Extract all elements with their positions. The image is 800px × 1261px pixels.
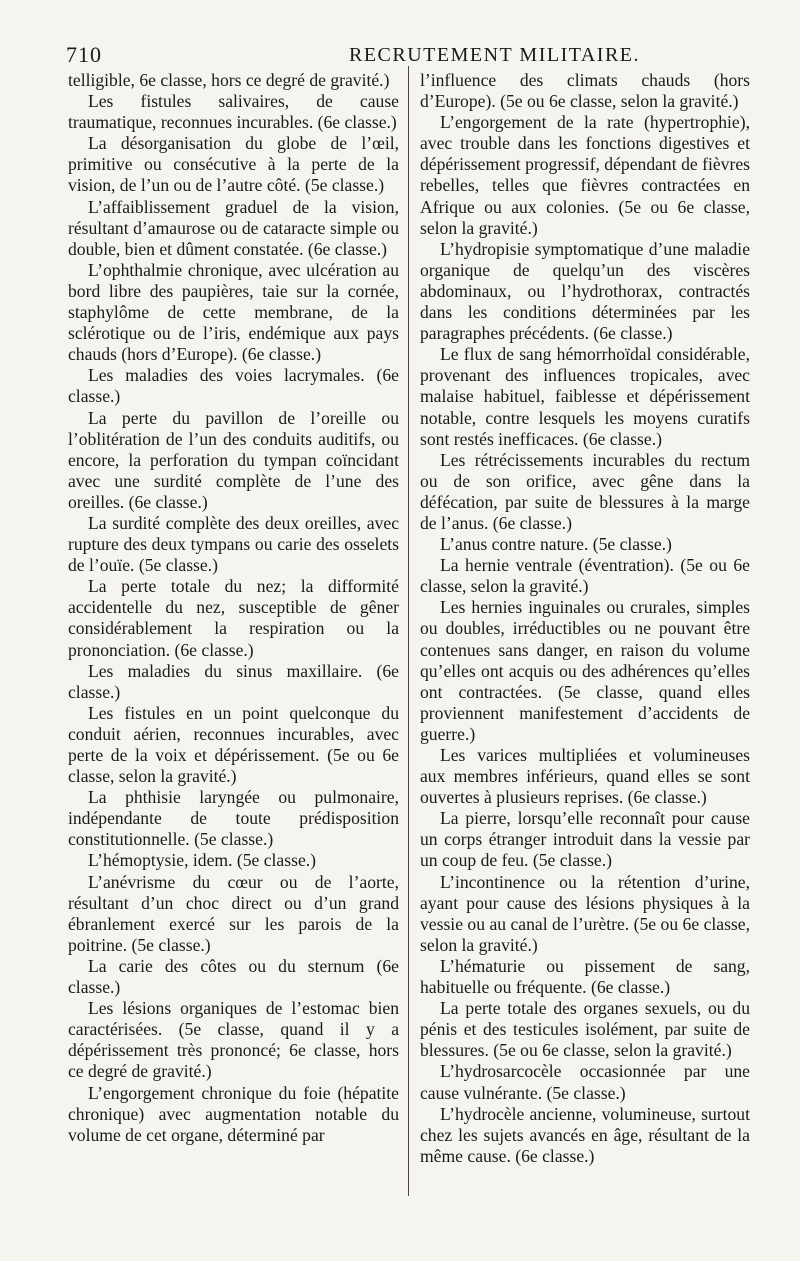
paragraph: La perte totale du nez; la difformité accidentelle du nez, susceptible de gêner considérablement la respiration ou la prononciation. (6e classe.) [68, 576, 399, 660]
paragraph: Les rétrécissements incurables du rectum ou de son orifice, avec gêne dans la défécation, par suite de blessures à la marge de l’anus. (6e classe.) [420, 449, 750, 533]
paragraph: La perte du pavillon de l’oreille ou l’oblitération de l’un des conduits auditifs, ou encore, la perforation du tympan coïncidant avec une surdité complète de l’une des oreilles. (6e classe.) [68, 407, 399, 512]
paragraph: telligible, 6e classe, hors ce degré de gravité.) [68, 70, 390, 90]
paragraph: L’engorgement de la rate (hypertrophie), avec trouble dans les fonctions digestives et dépérissement progressif, dépendant de fièvres rebelles, telles que fièvres contractées en Afrique ou aux colonies. (5e ou 6e classe, selon la gravité.) [420, 112, 750, 238]
paragraph: Les fistules salivaires, de cause traumatique, reconnues incurables. (6e classe.) [68, 91, 399, 133]
paragraph: L’hydrosarcocèle occasionnée par une cause vulnérante. (5e classe.) [420, 1061, 750, 1103]
paragraph: L’hydrocèle ancienne, volumineuse, surtout chez les sujets avancés en âge, résultant de la même cause. (6e classe.) [420, 1103, 750, 1166]
paragraph: La phthisie laryngée ou pulmonaire, indépendante de toute prédisposition constitutionnelle. (5e classe.) [68, 787, 399, 850]
paragraph: L’hémoptysie, idem. (5e classe.) [88, 850, 317, 871]
paragraph: L’hydropisie symptomatique d’une maladie organique de quelqu’un des viscères abdominaux, ou l’hydrothorax, contractés dans les conditions déterminées par les paragraphes précédents. (6e classe.) [420, 238, 750, 344]
right-column [420, 70, 750, 1167]
paragraph: Les hernies inguinales ou crurales, simples ou doubles, irréductibles ou ne pouvant être contenues sans danger, en raison du volume qu’elles ont acquis ou des adhérences qu’elles ont contractées. (5e classe, quand elles proviennent manifestement d’accidents de guerre.) [420, 597, 750, 744]
paragraph: Les lésions organiques de l’estomac bien caractérisées. (5e classe, quand il y a dépérissement très prononcé; 6e classe, hors ce degré de gravité.) [68, 998, 399, 1082]
paragraph: L’hématurie ou pissement de sang, habituelle ou fréquente. (6e classe.) [420, 955, 750, 998]
page-header [66, 42, 746, 72]
running-title: RECRUTEMENT MILITAIRE. [349, 44, 641, 66]
paragraph: Les maladies du sinus maxillaire. (6e classe.) [68, 660, 399, 702]
column-divider [408, 66, 409, 1196]
paragraph: L’anus contre nature. (5e classe.) [440, 534, 672, 555]
page-number: 710 [66, 42, 102, 67]
paragraph: Les maladies des voies lacrymales. (6e classe.) [68, 365, 399, 407]
paragraph: l’influence des climats chauds (hors d’Europe). (5e ou 6e classe, selon la gravité.) [420, 70, 750, 112]
paragraph: Le flux de sang hémorrhoïdal considérable, provenant des influences tropicales, avec malaise habituel, faiblesse et dépérissement notable, contre lesquels les moyens curatifs sont restés inefficaces. (6e classe.) [420, 344, 750, 449]
paragraph: Les varices multipliées et volumineuses aux membres inférieurs, quand elles se sont ouvertes à plusieurs reprises. (6e classe.) [420, 745, 750, 808]
left-column [68, 70, 399, 1146]
paragraph: La hernie ventrale (éventration). (5e ou 6e classe, selon la gravité.) [420, 555, 750, 597]
paragraph: L’incontinence ou la rétention d’urine, ayant pour cause des lésions physiques à la vessie ou au canal de l’urètre. (5e ou 6e classe, selon la gravité.) [420, 871, 750, 955]
paragraph: L’anévrisme du cœur ou de l’aorte, résultant d’un choc direct ou d’un grand ébranlement exercé sur les parois de la poitrine. (5e classe.) [68, 871, 399, 955]
paragraph: La perte totale des organes sexuels, ou du pénis et des testicules isolément, par suite de blessures. (5e ou 6e classe, selon la gravité.) [420, 998, 750, 1061]
paragraph: L’engorgement chronique du foie (hépatite chronique) avec augmentation notable du volume de cet organe, déterminé par [68, 1082, 399, 1145]
paragraph: La carie des côtes ou du sternum (6e classe.) [68, 955, 399, 998]
paragraph: La pierre, lorsqu’elle reconnaît pour cause un corps étranger introduit dans la vessie par un coup de feu. (5e classe.) [420, 808, 750, 871]
paragraph: La surdité complète des deux oreilles, avec rupture des deux tympans ou carie des osselets de l’ouïe. (5e classe.) [68, 512, 399, 576]
paragraph: L’ophthalmie chronique, avec ulcération au bord libre des paupières, taie sur la cornée, staphylôme de cette membrane, de la sclérotique ou de l’iris, endémique aux pays chauds (hors d’Europe). (6e classe.) [68, 259, 399, 365]
paragraph: La désorganisation du globe de l’œil, primitive ou consécutive à la perte de la vision, de l’un ou de l’autre côté. (5e classe.) [68, 133, 399, 196]
paragraph: Les fistules en un point quelconque du conduit aérien, reconnues incurables, avec perte de la voix et dépérissement. (5e ou 6e classe, selon la gravité.) [68, 702, 399, 787]
paragraph: L’affaiblissement graduel de la vision, résultant d’amaurose ou de cataracte simple ou double, bien et dûment constatée. (6e classe.) [68, 196, 399, 259]
